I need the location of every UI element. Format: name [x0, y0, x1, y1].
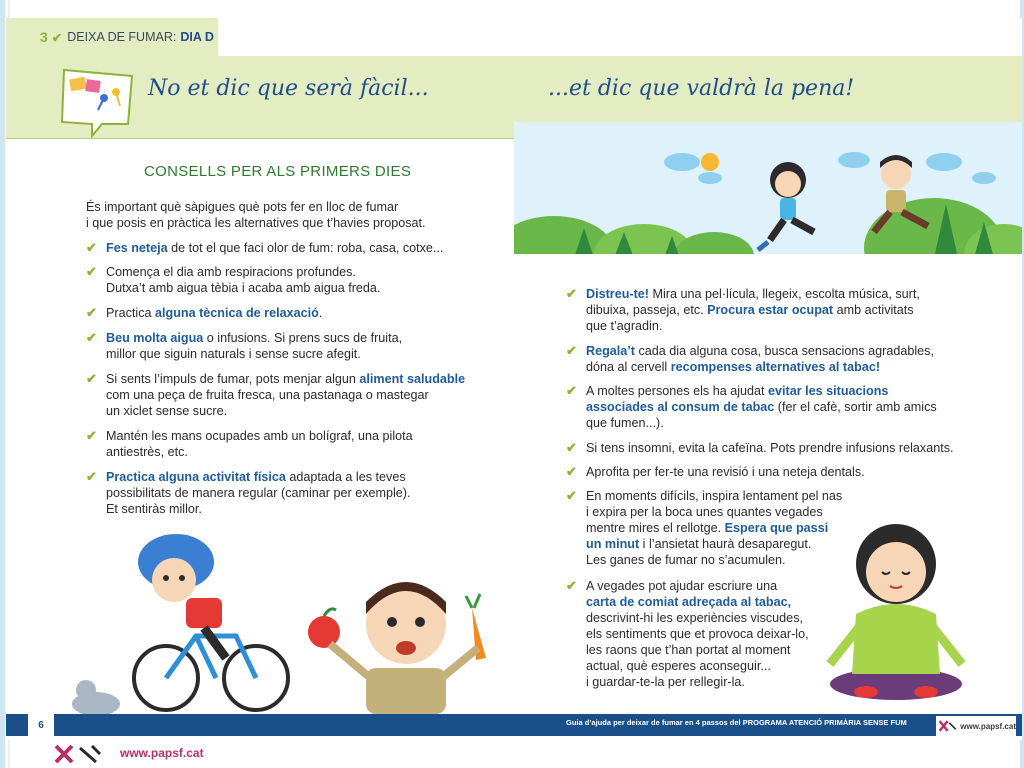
tip-text: amb activitats: [833, 303, 914, 317]
tip-highlight: Beu molta aigua: [106, 331, 204, 345]
tip-text: Dutxa’t amb aigua tèbia i acaba amb aigua freda.: [106, 281, 381, 295]
tip-text: de tot el que faci olor de fum: roba, casa, cotxe...: [167, 241, 444, 255]
tip-text: Et sentiràs millor.: [106, 502, 202, 516]
papsf-logo-icon: [938, 718, 957, 734]
tip-text: que t’agradin.: [586, 319, 663, 333]
footer-text: Guia d’ajuda per deixar de fumar en 4 passos del PROGRAMA ATENCIÓ PRIMÀRIA SENSE FUM: [566, 718, 907, 727]
tip-text: Practica: [106, 306, 155, 320]
tip-item: [86, 264, 486, 296]
tip-item: [566, 578, 826, 690]
intro-line: És important què sàpigues què pots fer en lloc de fumar: [86, 200, 399, 214]
tip-text: .: [318, 306, 323, 320]
check-icon: ✔: [566, 286, 577, 301]
check-icon: ✔: [86, 330, 97, 345]
tip-text: Si sents l’impuls de fumar, pots menjar algun: [106, 372, 360, 386]
check-icon: ✔: [86, 305, 97, 320]
headline-right: ...et dic que valdrà la pena!: [548, 76, 855, 101]
tip-highlight: alguna tècnica de relaxació: [155, 306, 319, 320]
tip-text: Mira una pel·lícula, llegeix, escolta música, surt,: [648, 287, 920, 301]
check-icon: ✔: [86, 264, 97, 279]
tip-item: [566, 343, 986, 375]
tip-highlight: aliment saludable: [359, 372, 466, 386]
tip-item: [566, 286, 986, 334]
tip-highlight: Procura estar ocupat: [707, 303, 834, 317]
tip-text: actual, què esperes aconseguir...: [586, 659, 771, 673]
tip-text: A moltes persones els ha ajudat: [586, 384, 769, 398]
tip-text: mentre mires el rellotge.: [586, 521, 725, 535]
step-check-icon: ✔: [51, 30, 63, 45]
check-icon: ✔: [86, 469, 97, 484]
step-number: 3: [40, 29, 48, 45]
tip-text: antiestrès, etc.: [106, 445, 188, 459]
tip-text: i l’ansietat haurà desaparegut.: [639, 537, 812, 551]
tip-text: A vegades pot ajudar escriure una: [586, 579, 778, 593]
tip-text: dibuixa, passeja, etc.: [586, 303, 708, 317]
intro-line: i que posis en pràctica les alternatives que t’havies proposat.: [86, 216, 426, 230]
tip-text: Mantén les mans ocupades amb un bolígraf, una pilota: [106, 429, 413, 443]
step-day: DIA D: [180, 30, 214, 44]
tip-highlight: un minut: [586, 537, 640, 551]
tip-item: [566, 383, 986, 431]
tip-text: Si tens insomni, evita la cafeïna. Pots prendre infusions relaxants.: [586, 441, 954, 455]
tip-highlight: Regala’t: [586, 344, 635, 358]
tip-highlight: associades al consum de tabac: [586, 400, 775, 414]
tip-text: possibilitats de manera regular (caminar per exemple).: [106, 486, 411, 500]
headline-left: No et dic que serà fàcil...: [148, 76, 429, 101]
step-tab: [6, 18, 218, 56]
tip-text: Comença el dia amb respiracions profundes.: [106, 265, 356, 279]
tip-highlight: Fes neteja: [106, 241, 168, 255]
check-icon: ✔: [566, 464, 577, 479]
tip-highlight: evitar les situacions: [768, 384, 889, 398]
tip-text: Aprofita per fer-te una revisió i una neteja dentals.: [586, 465, 865, 479]
tip-item: [566, 440, 986, 456]
check-icon: ✔: [566, 488, 577, 503]
check-icon: ✔: [86, 240, 97, 255]
tip-highlight: carta de comiat adreçada al tabac,: [586, 595, 792, 609]
tip-text: i expira per la boca unes quantes vegades: [586, 505, 823, 519]
tip-highlight: Practica alguna activitat física: [106, 470, 286, 484]
boy-fruit-illustration: [296, 558, 506, 714]
footer-url[interactable]: www.papsf.cat: [960, 721, 1016, 731]
check-icon: ✔: [86, 428, 97, 443]
tip-highlight: Espera que passi: [724, 521, 829, 535]
step-label: DEIXA DE FUMAR:: [67, 30, 177, 44]
tip-item: [86, 240, 486, 256]
check-icon: ✔: [566, 440, 577, 455]
papsf-logo-icon: [52, 742, 112, 764]
tip-text: En moments difícils, inspira lentament pel nas: [586, 489, 843, 503]
tip-text: un xiclet sense sucre.: [106, 404, 228, 418]
slide-logo: [52, 740, 252, 766]
tip-highlight: Distreu-te!: [586, 287, 649, 301]
tip-text: i guardar-te-la per rellegir-la.: [586, 675, 745, 689]
tip-item: [86, 371, 486, 419]
tip-text: (fer el cafè, sortir amb amics: [774, 400, 937, 414]
check-icon: ✔: [566, 578, 577, 593]
tip-text: descrivint-hi les experiències viscudes,: [586, 611, 803, 625]
runners-illustration: [514, 122, 1022, 258]
slide-left-edge: [0, 0, 5, 768]
tip-text: Les ganes de fumar no s’acumulen.: [586, 553, 786, 567]
tip-text: o infusions. Si prens sucs de fruita,: [203, 331, 403, 345]
tip-text: les raons que t’han portat al moment: [586, 643, 791, 657]
intro-paragraph: [86, 199, 486, 231]
tip-text: dóna al cervell: [586, 360, 671, 374]
tip-text: millor que siguin naturals i sense sucre afegit.: [106, 347, 361, 361]
tip-highlight: recompenses alternatives al tabac!: [670, 360, 881, 374]
check-icon: ✔: [566, 383, 577, 398]
tip-item: [86, 428, 486, 460]
section-title: CONSELLS PER ALS PRIMERS DIES: [144, 163, 412, 180]
check-icon: ✔: [566, 343, 577, 358]
footer-logo: [936, 716, 1016, 736]
tip-text: cada dia alguna cosa, busca sensacions agradables,: [635, 344, 934, 358]
tip-text: que fumen...).: [586, 416, 664, 430]
tip-item: [566, 488, 846, 568]
meditation-illustration: [816, 514, 976, 704]
tip-item: [86, 330, 486, 362]
slide-url[interactable]: www.papsf.cat: [120, 746, 204, 760]
tip-item: [86, 305, 486, 321]
tip-text: els sentiments que et provoca deixar-lo,: [586, 627, 809, 641]
document-page: [6, 18, 1022, 740]
tip-item: [566, 464, 986, 480]
check-icon: ✔: [86, 371, 97, 386]
sticky-note-icon: [58, 66, 138, 138]
tip-item: [86, 469, 486, 517]
page-number: 6: [28, 714, 54, 736]
cyclist-illustration: [66, 518, 316, 718]
tip-text: adaptada a les teves: [285, 470, 406, 484]
tip-text: com una peça de fruita fresca, una pastanaga o mastegar: [106, 388, 429, 402]
